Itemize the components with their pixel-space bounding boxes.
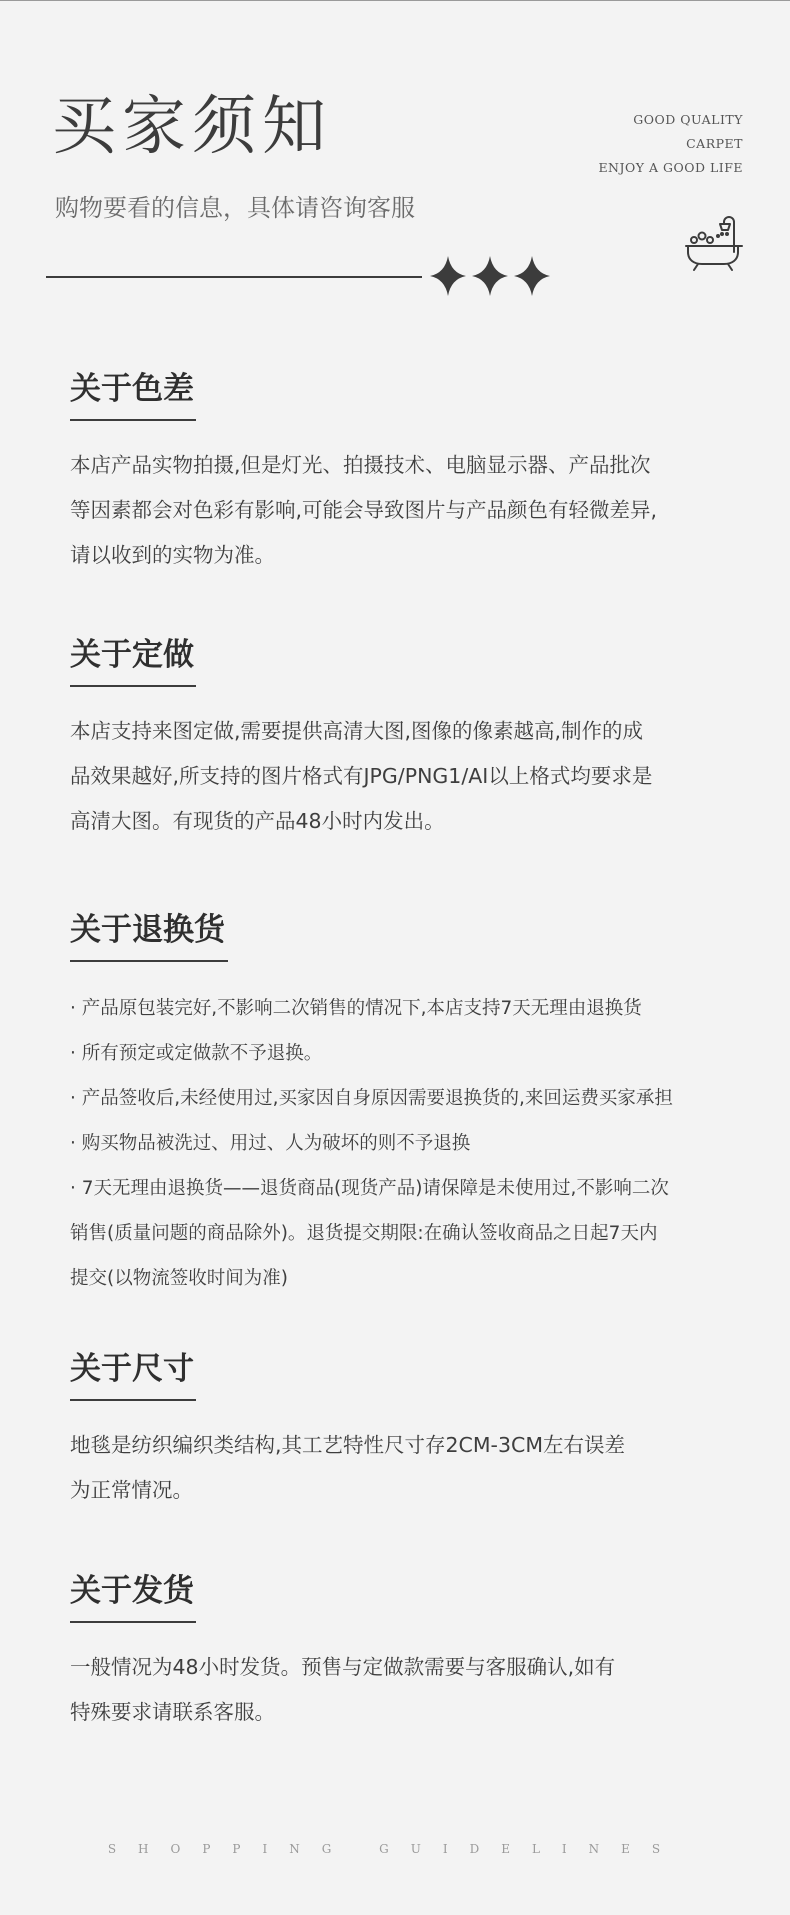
section-body <box>70 1423 750 1513</box>
body-line: 品效果越好,所支持的图片格式有JPG/PNG1/AI以上格式均要求是 <box>70 764 653 788</box>
decorative-stars <box>426 250 554 302</box>
section-shipping <box>70 1571 750 1735</box>
body-line: 等因素都会对色彩有影响,可能会导致图片与产品颜色有轻微差异, <box>70 498 658 522</box>
list-item: · 所有预定或定做款不予退换。 <box>70 1043 323 1064</box>
star-icon <box>430 256 466 296</box>
body-line: 特殊要求请联系客服。 <box>70 1700 275 1724</box>
section-body <box>70 709 750 844</box>
header-divider <box>46 276 422 278</box>
star-icon <box>514 256 550 296</box>
footer-tagline: SHOPPING GUIDELINES <box>107 1842 683 1856</box>
section-heading: 关于退换货 <box>70 912 225 948</box>
brand-slogan <box>598 108 743 180</box>
section-body <box>70 443 750 578</box>
brand-line: ENJOY A GOOD LIFE <box>598 160 743 175</box>
section-heading: 关于发货 <box>70 1573 194 1609</box>
heading-underline <box>70 1621 196 1623</box>
heading-underline <box>70 1399 196 1401</box>
section-color-difference <box>70 369 750 578</box>
section-heading: 关于尺寸 <box>70 1351 194 1387</box>
body-line: 一般情况为48小时发货。预售与定做款需要与客服确认,如有 <box>70 1655 616 1679</box>
list-item: · 产品原包装完好,不影响二次销售的情况下,本店支持7天无理由退换货 <box>70 998 642 1019</box>
body-line: 请以收到的实物为准。 <box>70 543 275 567</box>
star-icon <box>472 256 508 296</box>
section-heading: 关于色差 <box>70 371 194 407</box>
top-divider <box>0 0 790 1</box>
heading-underline <box>70 685 196 687</box>
brand-line: CARPET <box>686 136 743 151</box>
brand-line: GOOD QUALITY <box>633 112 743 127</box>
body-line: 本店支持来图定做,需要提供高清大图,图像的像素越高,制作的成 <box>70 719 644 743</box>
body-line: 高清大图。有现货的产品48小时内发出。 <box>70 809 445 833</box>
body-line: 为正常情况。 <box>70 1478 193 1502</box>
section-list <box>70 986 750 1301</box>
section-size <box>70 1349 750 1513</box>
body-line: 地毯是纺织编织类结构,其工艺特性尺寸存2CM-3CM左右误差 <box>70 1433 626 1457</box>
section-body <box>70 1645 750 1735</box>
list-item: · 产品签收后,未经使用过,买家因自身原因需要退换货的,来回运费买家承担 <box>70 1088 673 1109</box>
section-returns <box>70 910 750 1301</box>
list-item: · 7天无理由退换货——退货商品(现货产品)请保障是未使用过,不影响二次 <box>70 1178 669 1199</box>
list-item: 提交(以物流签收时间为准) <box>70 1268 288 1289</box>
list-item: 销售(质量问题的商品除外)。退货提交期限:在确认签收商品之日起7天内 <box>70 1223 658 1244</box>
bathtub-icon <box>682 212 744 276</box>
body-line: 本店产品实物拍摄,但是灯光、拍摄技术、电脑显示器、产品批次 <box>70 453 651 477</box>
section-customization <box>70 635 750 844</box>
heading-underline <box>70 419 196 421</box>
page-subtitle: 购物要看的信息，具体请咨询客服 <box>55 194 415 222</box>
section-heading: 关于定做 <box>70 637 194 673</box>
list-item: · 购买物品被洗过、用过、人为破坏的则不予退换 <box>70 1133 471 1154</box>
page-title: 买家须知 <box>52 90 332 164</box>
heading-underline <box>70 960 228 962</box>
